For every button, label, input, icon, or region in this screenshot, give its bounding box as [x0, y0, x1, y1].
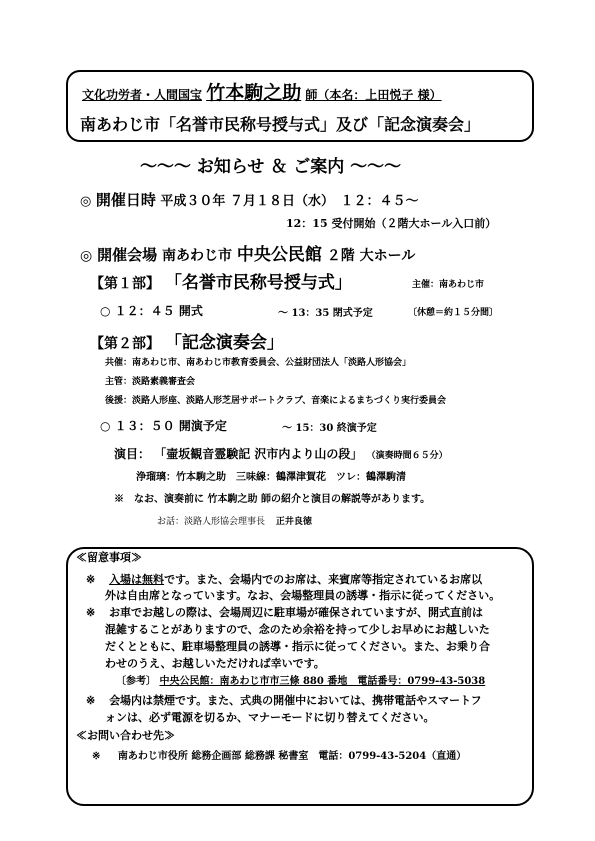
free-admission: 入場は無料 [109, 573, 165, 586]
reference-text: 中央公民館：南あわじ市市三條 880 番地 電話番号：0799-43-5038 [159, 676, 486, 687]
part2-end: ～ 15：30 終演予定 [282, 423, 377, 434]
notice-1-text1: です。また、会場内でのお席は、来賓席等指定されているお席以 [164, 573, 483, 586]
header-name: 竹本駒之助 [206, 82, 302, 104]
notice-2-text1: お車でお越しの際は、会場周辺に駐車場が確保されていますが、開式直前は [109, 606, 484, 619]
notice-3-text1: 会場内は禁煙です。また、式典の開催中においては、携帯電話やスマートフ [109, 694, 482, 707]
date-value: 平成３０年 ７月１８日（水） １２：４５～ [160, 194, 419, 209]
part1-break: 〔休憩＝約１５分間〕 [408, 308, 499, 318]
program-note: ※ なお、演奏前に 竹本駒之助 師の紹介と演目の解説等があります。 [114, 494, 431, 505]
part1-tag: 【第１部】 [90, 276, 160, 292]
venue-room: ２階 大ホール [326, 248, 416, 264]
header-title: 南あわじ市「名誉市民称号授与式」及び「記念演奏会」 [80, 115, 481, 134]
part1-end: ～ 13：35 閉式予定 [278, 308, 373, 319]
page-subtitle: ～～～ お知らせ ＆ ご案内 ～～～ [140, 157, 402, 177]
lecturer-label: お話：淡路人形協会理事長 [157, 517, 266, 527]
part2-time: ○ １３：５０ 開演予定 [100, 419, 227, 433]
part2-tag: 【第２部】 [90, 336, 160, 352]
date-mark: ◎ [80, 194, 92, 209]
notice-1-line2: 外は自由席となっています。なお、会場整理員の誘導・指示に従ってください。 [105, 589, 501, 602]
contact-text: 南あわじ市役所 総務企画部 総務課 秘書室 電話：0799-43-5204（直通） [117, 751, 467, 762]
venue-row [80, 240, 415, 265]
part2-manage: 主管：淡路素義審査会 [105, 377, 196, 387]
contact-row [92, 750, 466, 764]
program-label: 演目： [114, 447, 151, 461]
part1-title: 「名誉市民称号授与式」 [164, 273, 352, 293]
contact-heading: ≪お問い合わせ先≫ [76, 729, 175, 742]
notice-1-mark: ※ [86, 573, 96, 586]
venue-city: 南あわじ市 [161, 248, 232, 264]
venue-hall: 中央公民館 [236, 245, 322, 265]
date-label: 開催日時 [95, 191, 156, 209]
part2-support: 後援：淡路人形座、淡路人形芝居サポートクラブ、音楽によるまちづくり実行委員会 [105, 396, 447, 406]
notice-3-mark: ※ [86, 694, 96, 707]
part1-time: ○ １２：４５ 開式 [100, 304, 203, 318]
performers: 浄瑠璃：竹本駒之助 三味線：鶴澤津賀花 ツレ：鶴澤駒清 [136, 472, 406, 483]
reference-label: 〔参考〕 [116, 676, 156, 687]
notice-2-line2: 混雑することがありますので、念のため余裕を持って少しお早めにお越しいた [105, 623, 490, 636]
venue-label: 開催会場 [97, 246, 158, 264]
notice-2-mark: ※ [86, 606, 96, 619]
reference-row [116, 675, 485, 689]
program-title: 「壷坂観音霊験記 沢市内より山の段」 [154, 447, 363, 461]
notice-3-line2: ォンは、必ず電源を切るか、マナーモードに切り替えてください。 [105, 711, 435, 724]
part2-cohost: 共催：南あわじ市、南あわじ市教育委員会、公益財団法人「淡路人形協会」 [105, 358, 412, 368]
part2-heading [90, 328, 284, 353]
part1-host: 主催：南あわじ市 [412, 280, 485, 290]
notice-2-line4: わせのうえ、お越しいただければ幸いです。 [105, 657, 325, 670]
notice-heading: ≪留意事項≫ [76, 551, 142, 564]
program-row [114, 445, 448, 462]
program-duration: （演奏時間６５分） [366, 451, 448, 461]
notice-2-line3: だくとともに、駐車場整理員の誘導・指示に従ってください。また、お乗り合 [105, 640, 490, 653]
date-row [80, 189, 418, 210]
venue-mark: ◎ [80, 248, 93, 264]
header-line1 [82, 78, 442, 105]
notice-1-line1 [86, 573, 482, 587]
notice-3-line1 [86, 694, 482, 708]
reception-time: 12：15 受付開始（２階大ホール入口前） [286, 217, 497, 230]
header-prefix: 文化功労者・人間国宝 [82, 88, 203, 102]
notice-2-line1 [86, 606, 483, 620]
lecturer-name: 正井良徳 [275, 517, 312, 527]
header-suffix: 師（本名：上田悦子 様） [305, 88, 442, 102]
part2-title: 「記念演奏会」 [164, 333, 284, 353]
contact-mark: ※ [92, 751, 101, 762]
part1-heading [90, 268, 352, 293]
lecturer-row [157, 514, 312, 527]
